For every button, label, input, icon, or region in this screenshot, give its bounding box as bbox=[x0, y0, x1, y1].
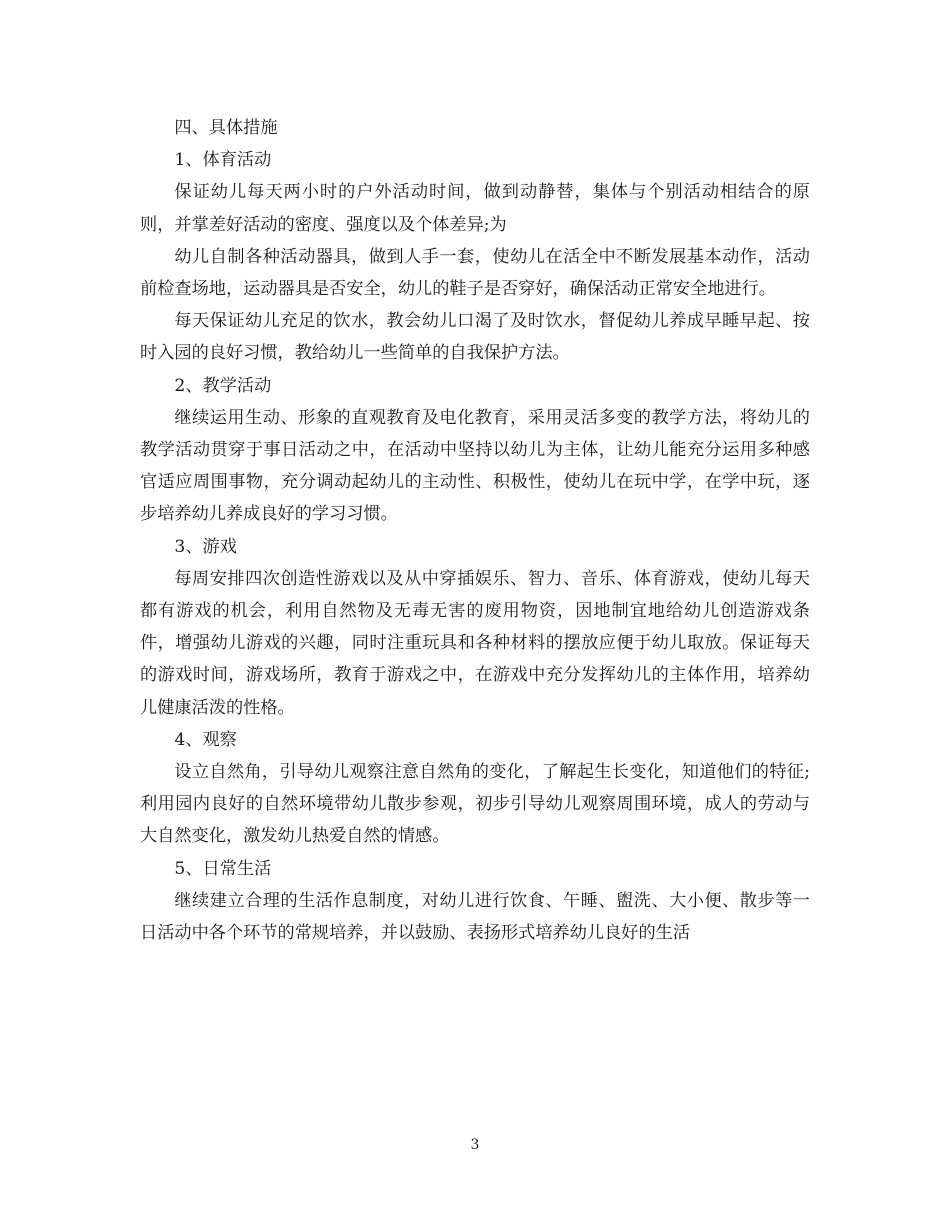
subsection-heading-games: 3、游戏 bbox=[174, 536, 237, 557]
document-body bbox=[140, 112, 810, 949]
body-paragraph: 幼儿自制各种活动器具，做到人手一套，使幼儿在活全中不断发展基本动作，活动前检查场地，运动器具是否安全，幼儿的鞋子是否穿好，确保活动正常安全地进行。 bbox=[140, 246, 810, 300]
body-paragraph: 继续建立合理的生活作息制度，对幼儿进行饮食、午睡、盥洗、大小便、散步等一日活动中各个环节的常规培养，并以鼓励、表扬形式培养幼儿良好的生活 bbox=[140, 890, 810, 944]
page-number: 3 bbox=[470, 1137, 480, 1153]
body-paragraph: 每天保证幼儿充足的饮水，教会幼儿口渴了及时饮水，督促幼儿养成早睡早起、按时入园的良好习惯，教给幼儿一些简单的自我保护方法。 bbox=[140, 311, 810, 364]
section-heading: 四、具体措施 bbox=[174, 118, 278, 138]
subsection-heading-teaching: 2、教学活动 bbox=[174, 375, 272, 396]
body-paragraph: 保证幼儿每天两小时的户外活动时间，做到动静替，集体与个别活动相结合的原则，并掌差好活动的密度、强度以及个体差异;为 bbox=[140, 182, 810, 235]
subsection-heading-daily-life: 5、日常生活 bbox=[174, 858, 272, 879]
body-paragraph: 继续运用生动、形象的直观教育及电化教育，采用灵活多变的教学方法，将幼儿的教学活动贯穿于事日活动之中，在活动中坚持以幼儿为主体，让幼儿能充分运用多种感官适应周围事物，充分调动起幼儿的主动性、积极性，使幼儿在玩中学，在学中玩，逐步培养幼儿养成良好的学习习惯。 bbox=[140, 407, 810, 525]
subsection-heading-sports: 1、体育活动 bbox=[174, 150, 272, 171]
subsection-heading-observation: 4、观察 bbox=[174, 729, 237, 750]
body-paragraph: 设立自然角，引导幼儿观察注意自然角的变化，了解起生长变化，知道他们的特征;利用园内良好的自然环境带幼儿散步参观，初步引导幼儿观察周围环境，成人的劳动与大自然变化，激发幼儿热爱自然的情感。 bbox=[140, 762, 810, 847]
body-paragraph: 每周安排四次创造性游戏以及从中穿插娱乐、智力、音乐、体育游戏，使幼儿每天都有游戏的机会，利用自然物及无毒无害的废用物资，因地制宜地给幼儿创造游戏条件，增强幼儿游戏的兴趣，同时注重玩具和各种材料的摆放应便于幼儿取放。保证每天的游戏时间，游戏场所，教育于游戏之中，在游戏中充分发挥幼儿的主体作用，培养幼儿健康活泼的性格。 bbox=[140, 568, 810, 718]
